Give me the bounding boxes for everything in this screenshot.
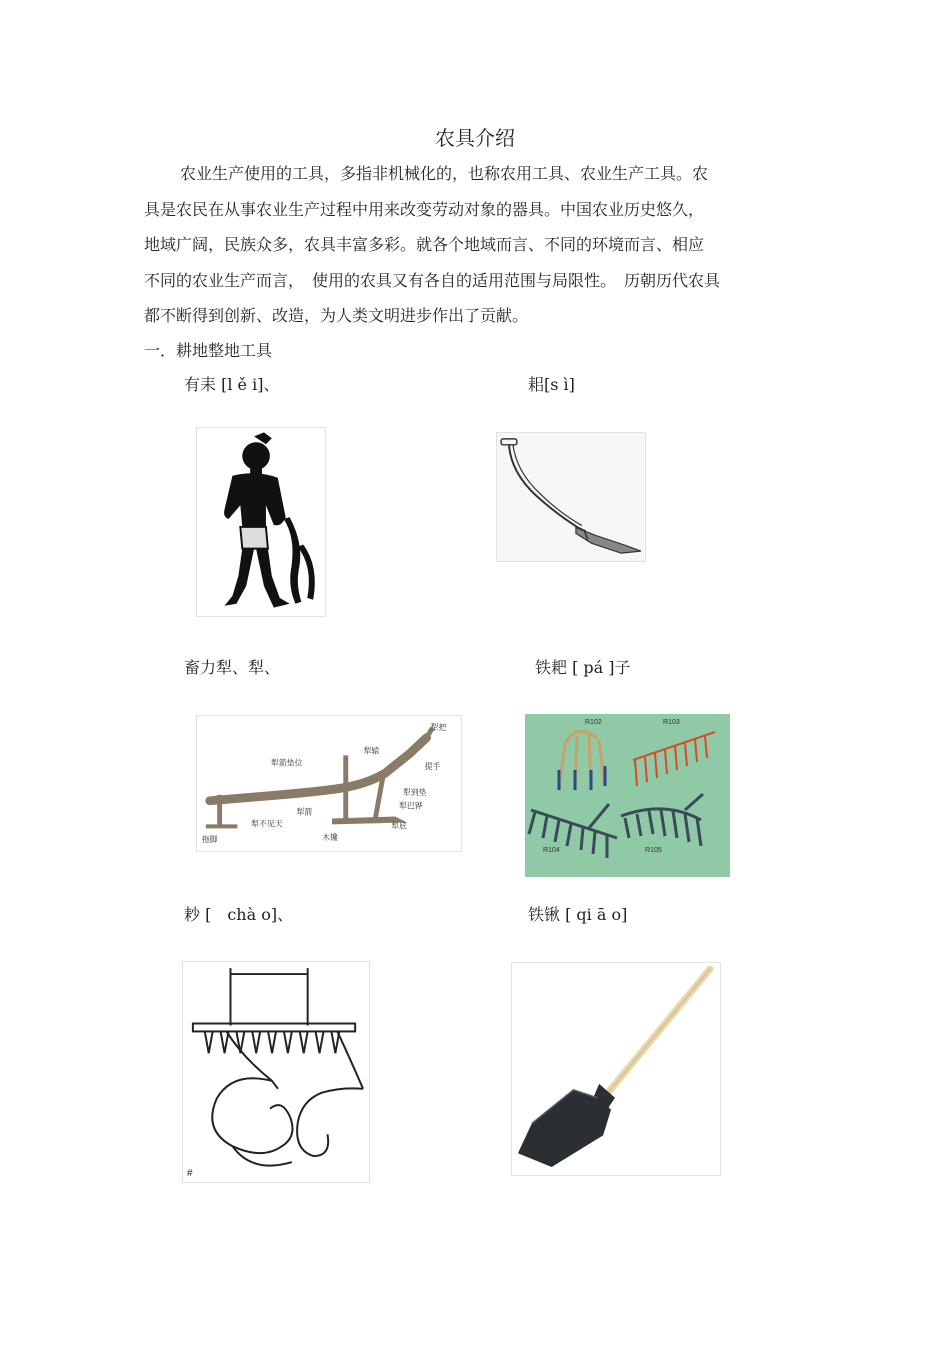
plough-label: 木镵	[322, 833, 338, 843]
rake-model-label: R105	[645, 847, 662, 854]
plough-label: 犁把	[430, 722, 447, 732]
lei-figure-image	[196, 427, 326, 617]
plough-diagram-image	[196, 715, 462, 852]
plough-label: 提手	[424, 762, 441, 772]
tool-label-plough: 畜力犁、犁、	[184, 658, 281, 677]
rake-model-label: R104	[543, 847, 560, 854]
plough-label: 犁底	[391, 821, 407, 831]
intro-line: 都不断得到创新、改造，为人类文明进步作出了贡献。	[144, 306, 529, 325]
tool-label-si: 耜[s ì]	[528, 375, 575, 394]
rake-model-label: R103	[663, 719, 680, 726]
plough-label: 拖脚	[201, 835, 218, 845]
plough-label: 犁箭垫位	[270, 758, 303, 768]
tool-label-lei: 有耒 [l ě i]、	[184, 375, 280, 394]
rake-photo-image	[525, 714, 730, 877]
chao-figure-image	[182, 961, 370, 1183]
intro-line: 农业生产使用的工具，多指非机械化的，也称农用工具、农业生产工具。农	[180, 164, 709, 183]
svg-text:#: #	[186, 1167, 193, 1179]
rake-model-label: R102	[585, 719, 602, 726]
intro-paragraph	[144, 156, 804, 334]
plough-label: 犁不见天	[251, 819, 283, 829]
tool-label-shovel: 铁锹 [ qi ā o]	[528, 905, 628, 924]
intro-line: 不同的农业生产而言， 使用的农具又有各自的适用范围与局限性。 历朝历代农具	[144, 270, 721, 290]
tool-label-rake: 铁耙 [ pá ]子	[535, 658, 631, 677]
page-title: 农具介绍	[435, 126, 515, 150]
si-figure-image	[496, 432, 646, 562]
section-heading: 一．耕地整地工具	[144, 341, 273, 360]
plough-label: 犁到垫	[402, 787, 427, 797]
plough-label: 犁巴铧	[398, 801, 423, 811]
plough-label: 犁箭	[296, 807, 313, 817]
intro-line: 地域广阔，民族众多，农具丰富多彩。就各个地域而言、不同的环境而言、相应	[144, 235, 705, 254]
shovel-photo-image	[511, 962, 721, 1176]
tool-label-chao: 耖 [ chà o]、	[184, 905, 294, 924]
plough-label: 犁辕	[363, 746, 380, 756]
intro-line: 具是农民在从事农业生产过程中用来改变劳动对象的器具。中国农业历史悠久，	[144, 199, 705, 219]
